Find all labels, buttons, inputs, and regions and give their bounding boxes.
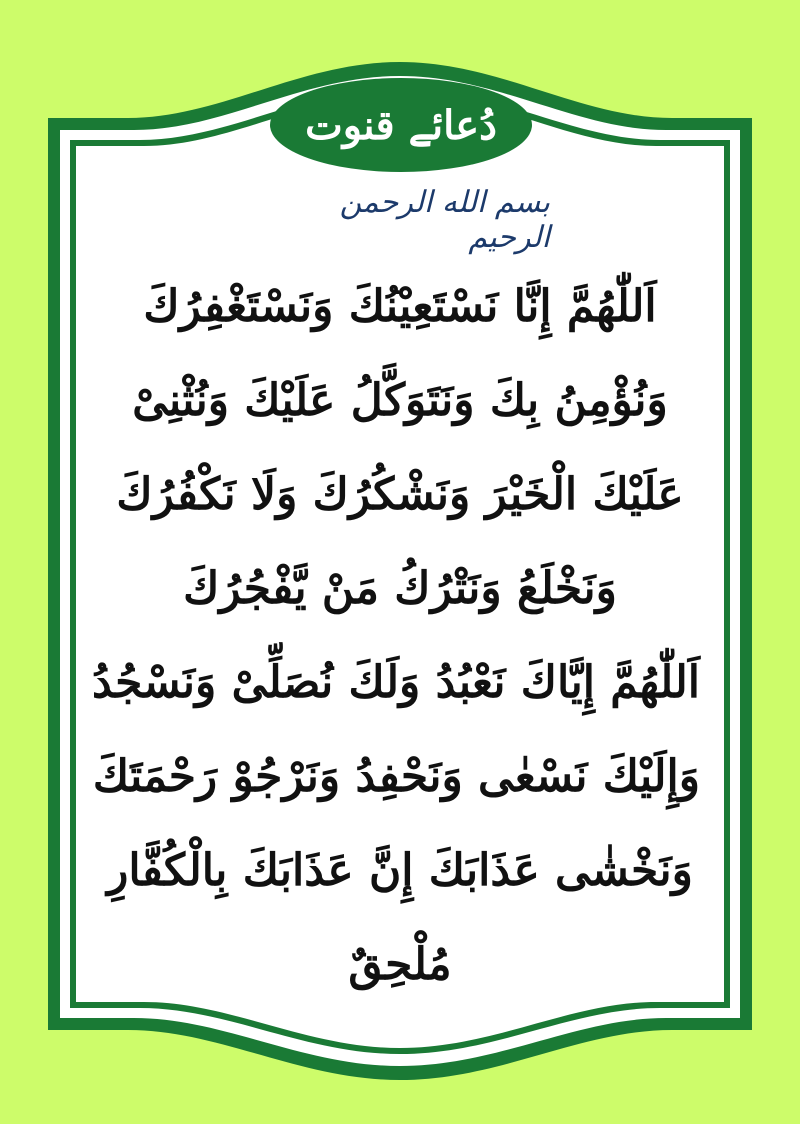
bismillah-calligraphy: بسم الله الرحمن الرحيم: [339, 185, 550, 255]
dua-line: وَنَخْشٰى عَذَابَكَ إِنَّ عَذَابَكَ بِالْكُفَّارِ: [107, 845, 693, 896]
dua-line: اَللّٰهُمَّ إِنَّا نَسْتَعِيْنُكَ وَنَسْتَغْفِرُكَ: [143, 281, 657, 332]
dua-text: [92, 260, 700, 1060]
dua-line: اَللّٰهُمَّ إِيَّاكَ نَعْبُدُ وَلَكَ نُصَلِّىْ وَنَسْجُدُ: [92, 657, 700, 708]
dua-line: وَنُؤْمِنُ بِكَ وَنَتَوَكَّلُ عَلَيْكَ وَنُثْنِىْ: [132, 375, 668, 426]
dua-line: وَإِلَيْكَ نَسْعٰى وَنَحْفِدُ وَنَرْجُوْ رَحْمَتَكَ: [92, 751, 700, 802]
dua-line: وَنَخْلَعُ وَنَتْرُكُ مَنْ يَّفْجُرُكَ: [183, 563, 617, 614]
dua-line: عَلَيْكَ الْخَيْرَ وَنَشْكُرُكَ وَلَا نَكْفُرُكَ: [116, 469, 684, 520]
page-title: دُعائے قنوت: [305, 101, 497, 149]
dua-line: مُلْحِقٌ: [348, 939, 452, 990]
